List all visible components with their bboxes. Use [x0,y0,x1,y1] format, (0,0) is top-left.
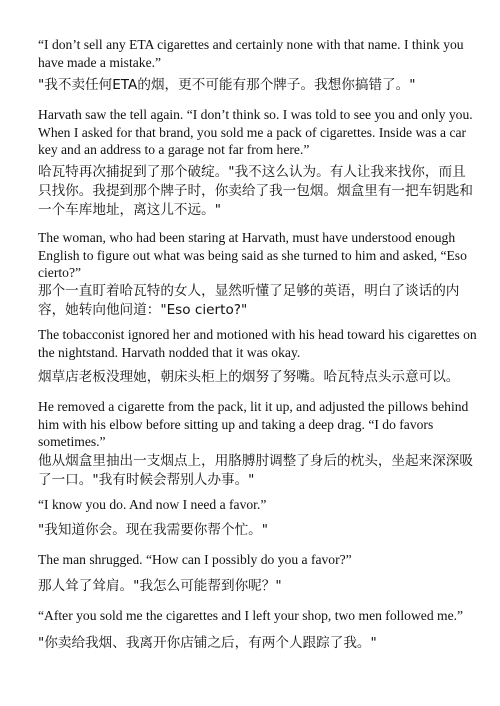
english-paragraph: Harvath saw the tell again. “I don’t think so. I was told to see you and only you. When I asked for that brand, you sold me a pack of cigarettes. Inside was a car key and an address to a garage not far from here.” [38,107,473,157]
english-paragraph: The woman, who had been staring at Harvath, must have understood enough English to figure out what was being said as she turned to him and asked, “Eso cierto?” [38,230,467,280]
chinese-paragraph: 哈瓦特再次捕捉到了那个破绽。"我不这么认为。有人让我来找你，而且只找你。我提到那个牌子时，你卖给了我一包烟。烟盒里有一把车钥匙和一个车库地址，离这儿不远。" [38,164,473,218]
chinese-paragraph: "你卖给我烟、我离开你店铺之后，有两个人跟踪了我。" [38,635,377,651]
english-paragraph: “I don’t sell any ETA cigarettes and certainly none with that name. I think you have made a mistake.” [38,37,464,70]
chinese-paragraph: 那个一直盯着哈瓦特的女人，显然听懂了足够的英语，明白了谈话的内容，她转向他问道："Eso cierto?" [38,283,460,318]
english-paragraph: “After you sold me the cigarettes and I left your shop, two men followed me.” [38,608,464,623]
chinese-paragraph: 他从烟盒里抽出一支烟点上，用胳膊肘调整了身后的枕头，坐起来深深吸了一口。"我有时候会帮别人办事。" [38,453,473,488]
english-paragraph: He removed a cigarette from the pack, lit it up, and adjusted the pillows behind him with his elbow before sitting up and taking a deep drag. “I do favors sometimes.” [38,399,469,449]
english-paragraph: “I know you do. And now I need a favor.” [38,497,267,512]
english-paragraph: The man shrugged. “How can I possibly do you a favor?” [38,552,352,567]
chinese-paragraph: 烟草店老板没理她，朝床头柜上的烟努了努嘴。哈瓦特点头示意可以。 [38,369,460,385]
chinese-paragraph: "我知道你会。现在我需要你帮个忙。" [38,522,269,538]
english-paragraph: The tobacconist ignored her and motioned with his head toward his cigarettes on the nightstand. Harvath nodded that it was okay. [38,327,477,360]
chinese-paragraph: "我不卖任何ETA的烟，更不可能有那个牌子。我想你搞错了。" [38,77,416,93]
chinese-paragraph: 那人耸了耸肩。"我怎么可能帮到你呢？" [38,578,282,594]
